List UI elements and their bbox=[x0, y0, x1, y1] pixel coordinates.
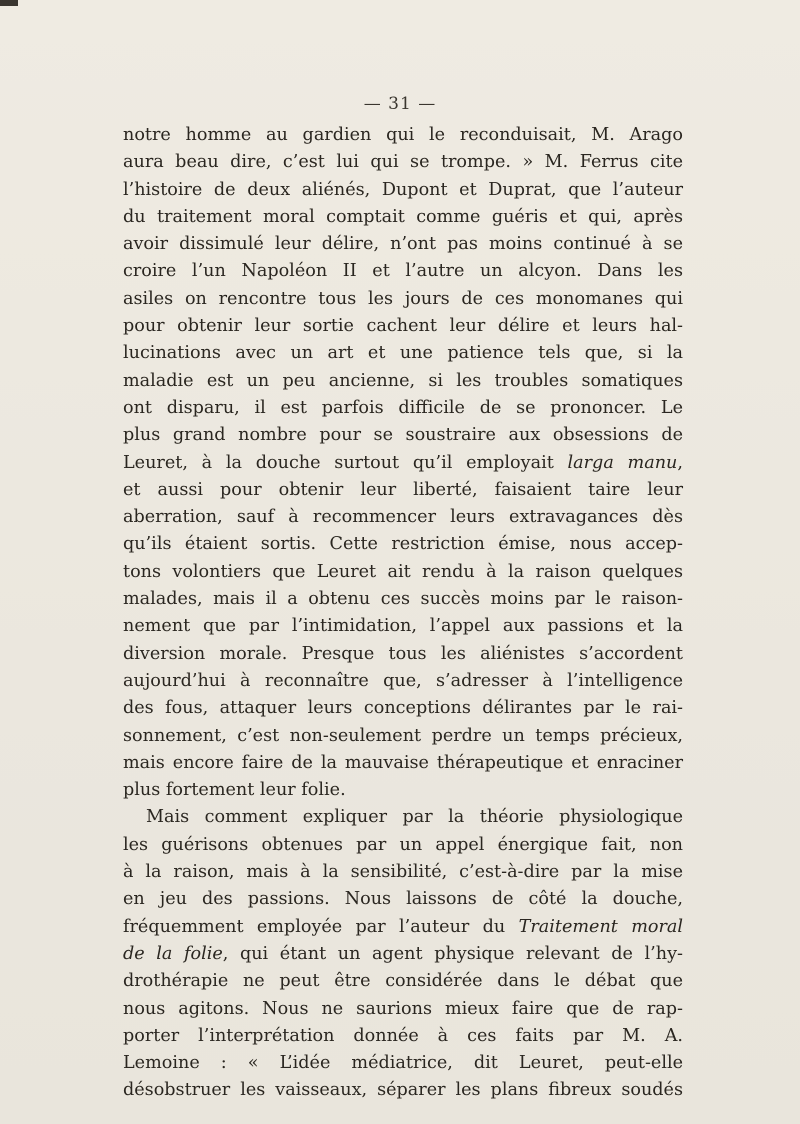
text-segment: , bbox=[677, 452, 683, 473]
text-segment: les guérisons obtenues par un appel énergique fait, non bbox=[123, 834, 683, 855]
text-line bbox=[123, 559, 683, 586]
text-segment: avoir dissimulé leur délire, n’ont pas moins continué à se bbox=[123, 234, 683, 255]
text-segment: plus fortement leur folie. bbox=[123, 780, 346, 801]
body-text bbox=[123, 122, 683, 1105]
text-segment: porter l’interprétation donnée à ces faits par M. A. bbox=[123, 1025, 683, 1046]
text-segment: fréquemment employée par l’auteur du bbox=[123, 916, 519, 937]
text-line bbox=[123, 586, 683, 613]
text-segment: aujourd’hui à reconnaître que, s’adresser à l’intelligence bbox=[123, 670, 683, 691]
text-line bbox=[123, 477, 683, 504]
text-line bbox=[123, 695, 683, 722]
text-line bbox=[123, 804, 683, 831]
italic-text: de la folie bbox=[123, 943, 223, 964]
text-line bbox=[123, 122, 683, 149]
text-segment: lucinations avec un art et une patience tels que, si la bbox=[123, 343, 683, 364]
text-line bbox=[123, 886, 683, 913]
text-line bbox=[123, 531, 683, 558]
italic-text: larga manu bbox=[567, 452, 678, 473]
text-line bbox=[123, 204, 683, 231]
text-segment: notre homme au gardien qui le reconduisait, M. Arago bbox=[123, 125, 683, 145]
text-segment: l’histoire de deux aliénés, Dupont et Duprat, que l’auteur bbox=[123, 179, 683, 200]
text-line bbox=[123, 504, 683, 531]
text-line bbox=[123, 313, 683, 340]
text-line bbox=[123, 149, 683, 176]
text-segment: sonnement, c’est non-seulement perdre un temps précieux, bbox=[123, 725, 683, 746]
text-line bbox=[123, 231, 683, 258]
text-line bbox=[123, 968, 683, 995]
text-segment: croire l’un Napoléon II et l’autre un alcyon. Dans les bbox=[123, 261, 683, 282]
text-segment: à la raison, mais à la sensibilité, c’est-à-dire par la mise bbox=[123, 862, 683, 883]
italic-text: Traitement moral bbox=[518, 916, 683, 937]
text-segment: Mais comment expliquer par la théorie physiologique bbox=[146, 807, 683, 828]
text-segment: , qui étant un agent physique relevant de l’hy- bbox=[222, 943, 683, 964]
text-line bbox=[123, 286, 683, 313]
text-segment: maladie est un peu ancienne, si les troubles somatiques bbox=[123, 370, 683, 391]
text-segment: nous agitons. Nous ne saurions mieux faire que de rap- bbox=[123, 998, 683, 1019]
text-segment: tons volontiers que Leuret ait rendu à la raison quelques bbox=[123, 561, 683, 582]
text-line bbox=[123, 613, 683, 640]
text-line bbox=[123, 1077, 683, 1104]
text-segment: en jeu des passions. Nous laissons de côté la douche, bbox=[123, 889, 683, 910]
text-segment: désobstruer les vaisseaux, séparer les plans fibreux soudés bbox=[123, 1080, 683, 1101]
text-segment: ont disparu, il est parfois difficile de se prononcer. Le bbox=[123, 397, 683, 418]
text-segment: mais encore faire de la mauvaise thérapeutique et enraciner bbox=[123, 752, 683, 773]
text-segment: Lemoine : « L’idée médiatrice, dit Leuret, peut-elle bbox=[123, 1053, 683, 1074]
text-segment: et aussi pour obtenir leur liberté, faisaient taire leur bbox=[123, 479, 683, 500]
text-line bbox=[123, 668, 683, 695]
text-segment: qu’ils étaient sortis. Cette restriction émise, nous accep- bbox=[123, 534, 683, 555]
text-line bbox=[123, 723, 683, 750]
text-line bbox=[123, 258, 683, 285]
text-line bbox=[123, 941, 683, 968]
text-line bbox=[123, 422, 683, 449]
text-line bbox=[123, 395, 683, 422]
text-segment: plus grand nombre pour se soustraire aux obsessions de bbox=[123, 425, 683, 446]
text-segment: nement que par l’intimidation, l’appel aux passions et la bbox=[123, 616, 683, 637]
text-segment: diversion morale. Presque tous les aliénistes s’accordent bbox=[123, 643, 683, 664]
text-line bbox=[123, 832, 683, 859]
text-line bbox=[123, 777, 683, 804]
text-line bbox=[123, 1050, 683, 1077]
text-segment: des fous, attaquer leurs conceptions délirantes par le rai- bbox=[123, 698, 683, 719]
text-line bbox=[123, 996, 683, 1023]
text-segment: malades, mais il a obtenu ces succès moins par le raison- bbox=[123, 589, 683, 610]
text-line bbox=[123, 641, 683, 668]
text-line bbox=[123, 450, 683, 477]
scan-corner-mark bbox=[0, 0, 18, 6]
text-line bbox=[123, 368, 683, 395]
text-line bbox=[123, 750, 683, 777]
text-line bbox=[123, 914, 683, 941]
text-segment: du traitement moral comptait comme guéris et qui, après bbox=[123, 206, 683, 227]
text-segment: pour obtenir leur sortie cachent leur délire et leurs hal- bbox=[123, 316, 683, 337]
text-line bbox=[123, 1023, 683, 1050]
page-number: — 31 — bbox=[363, 94, 437, 114]
text-segment: aberration, sauf à recommencer leurs extravagances dès bbox=[123, 507, 683, 528]
text-segment: aura beau dire, c’est lui qui se trompe. » M. Ferrus cite bbox=[123, 152, 683, 173]
text-segment: Leuret, à la douche surtout qu’il employait bbox=[123, 452, 568, 473]
text-line bbox=[123, 177, 683, 204]
text-line bbox=[123, 859, 683, 886]
text-segment: asiles on rencontre tous les jours de ces monomanes qui bbox=[123, 288, 683, 309]
text-line bbox=[123, 340, 683, 367]
text-segment: drothérapie ne peut être considérée dans le débat que bbox=[123, 971, 683, 992]
